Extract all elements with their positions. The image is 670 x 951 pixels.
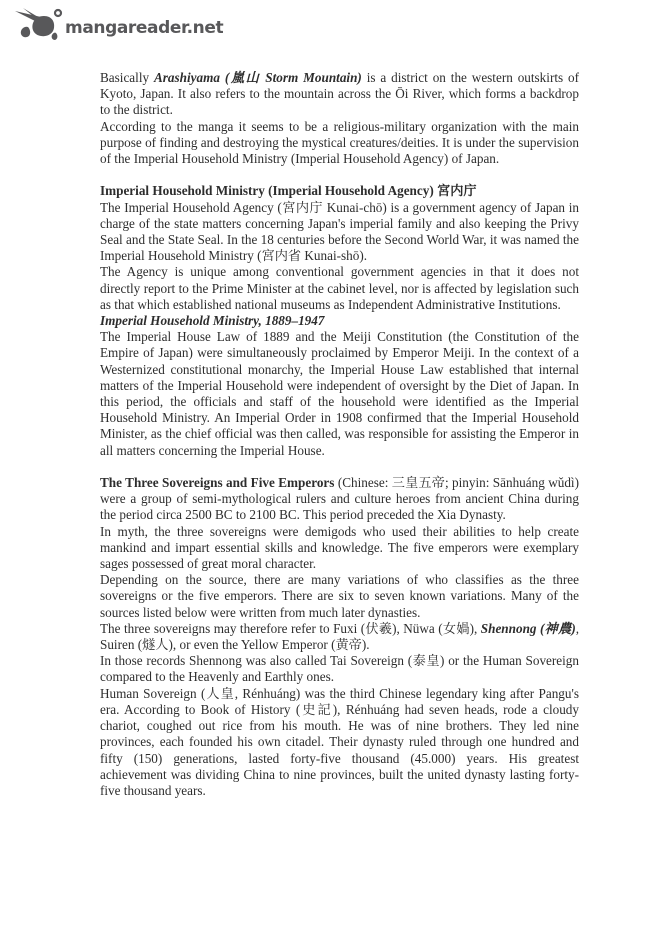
text-run: is a district on the western outskirts of Kyoto, Japan. It also refers to the mountain across the Ōi River, which forms a backdrop to the district.: [100, 70, 580, 118]
text-run: The Imperial Household Agency (宮内庁 Kunai-chō) is a government agency of Japan in charge of the state matters concerning Japan's imperial family and also keeping the Privy Seal and the State Seal. In the 18 centuries before the Second World War, it was named the Imperial Household Ministry (宮内省 Kunai-shō).: [100, 199, 579, 264]
paragraph: [100, 70, 579, 119]
paragraph: [100, 572, 579, 621]
blank-line: [100, 459, 579, 475]
heading: [100, 183, 579, 199]
bug-icon: [11, 7, 63, 41]
paragraph: [100, 621, 579, 653]
paragraph: [100, 264, 579, 313]
paragraph: [100, 475, 579, 524]
document-text: [100, 70, 579, 799]
text-run: Imperial Household Ministry, 1889–1947: [100, 313, 325, 329]
text-run: Basically: [100, 70, 154, 85]
paragraph: [100, 524, 579, 573]
paragraph: [100, 686, 579, 799]
site-logo[interactable]: [11, 7, 223, 41]
text-run: According to the manga it seems to be a religious-military organization with the main purpose of finding and destroying the mystical creatures/deities. It is under the supervision of the Imperial Household Ministry (Imperial Household Agency) of Japan.: [100, 118, 579, 167]
text-run: The Agency is unique among conventional government agencies in that it does not directly report to the Prime Minister at the cabinet level, nor is affected by legislation such as that which established national museums as Independent Administrative Institutions.: [100, 264, 579, 312]
text-run: The Three Sovereigns and Five Emperors: [100, 475, 335, 491]
text-run: Imperial Household Ministry (Imperial Household Agency) 宮内庁: [100, 183, 477, 199]
paragraph: [100, 329, 579, 459]
text-run: The three sovereigns may therefore refer to Fuxi (伏羲), Nüwa (女媧),: [100, 620, 481, 636]
text-run: The Imperial House Law of 1889 and the Meiji Constitution (the Constitution of the Empire of Japan) were simultaneously proclaimed by Emperor Meiji. In the context of a Westernized constitutional monarchy, the Imperial House Law established that internal matters of the Imperial Household were independent of oversight by the Diet of Japan. In this period, the officials and staff of the household were identified as the Imperial Household Ministry. An Imperial Order in 1908 confirmed that the Imperial Household Minister, as the chief official was then called, was responsible for assisting the Emperor in all matters concerning the Imperial House.: [100, 329, 579, 458]
text-run: In myth, the three sovereigns were demigods who used their abilities to help create mankind and impart essential skills and knowledge. The five emperors were exemplary sages possessed of great moral character.: [100, 523, 579, 572]
subheading: [100, 313, 579, 329]
paragraph: [100, 119, 579, 168]
text-run: , Suiren (燧人), or even the Yellow Emperor (黄帝).: [100, 620, 580, 653]
text-run: In those records Shennong was also called Tai Sovereign (泰皇) or the Human Sovereign compared to the Heavenly and Earthly ones.: [100, 653, 579, 685]
text-run: Shennong (神農): [480, 620, 576, 636]
text-run: (Chinese: 三皇五帝; pinyin: Sānhuáng wǔdì) were a group of semi-mythological rulers and culture heroes from ancient China during the period circa 2500 BC to 2100 BC. This period preceded the Xia Dynasty.: [100, 475, 579, 523]
blank-line: [100, 167, 579, 183]
paragraph: [100, 200, 579, 265]
text-run: Arashiyama (嵐山 Storm Mountain): [153, 70, 362, 85]
text-run: Depending on the source, there are many variations of who classifies as the three sovereigns or the five emperors. There are six to seven known variations. Many of the sources listed below were written from much later dynasties.: [100, 572, 579, 620]
text-run: Human Sovereign (人皇, Rénhuáng) was the third Chinese legendary king after Pangu's era. According to Book of History (史記), Rénhuáng had seven heads, rode a cloudy chariot, coughed out rice from his mouth. He was of nine brothers. They led nine provinces, each founded his own citadel. Their dynasty ruled through one hundred and fifty (150) generations, lasted forty-five thousand (45.000) years. His greatest achievement was dividing China to nine provinces, built the united dynasty lasting forty-five thousand years.: [100, 685, 579, 798]
site-logo-text: mangareader.net: [65, 18, 224, 38]
paragraph: [100, 653, 579, 685]
